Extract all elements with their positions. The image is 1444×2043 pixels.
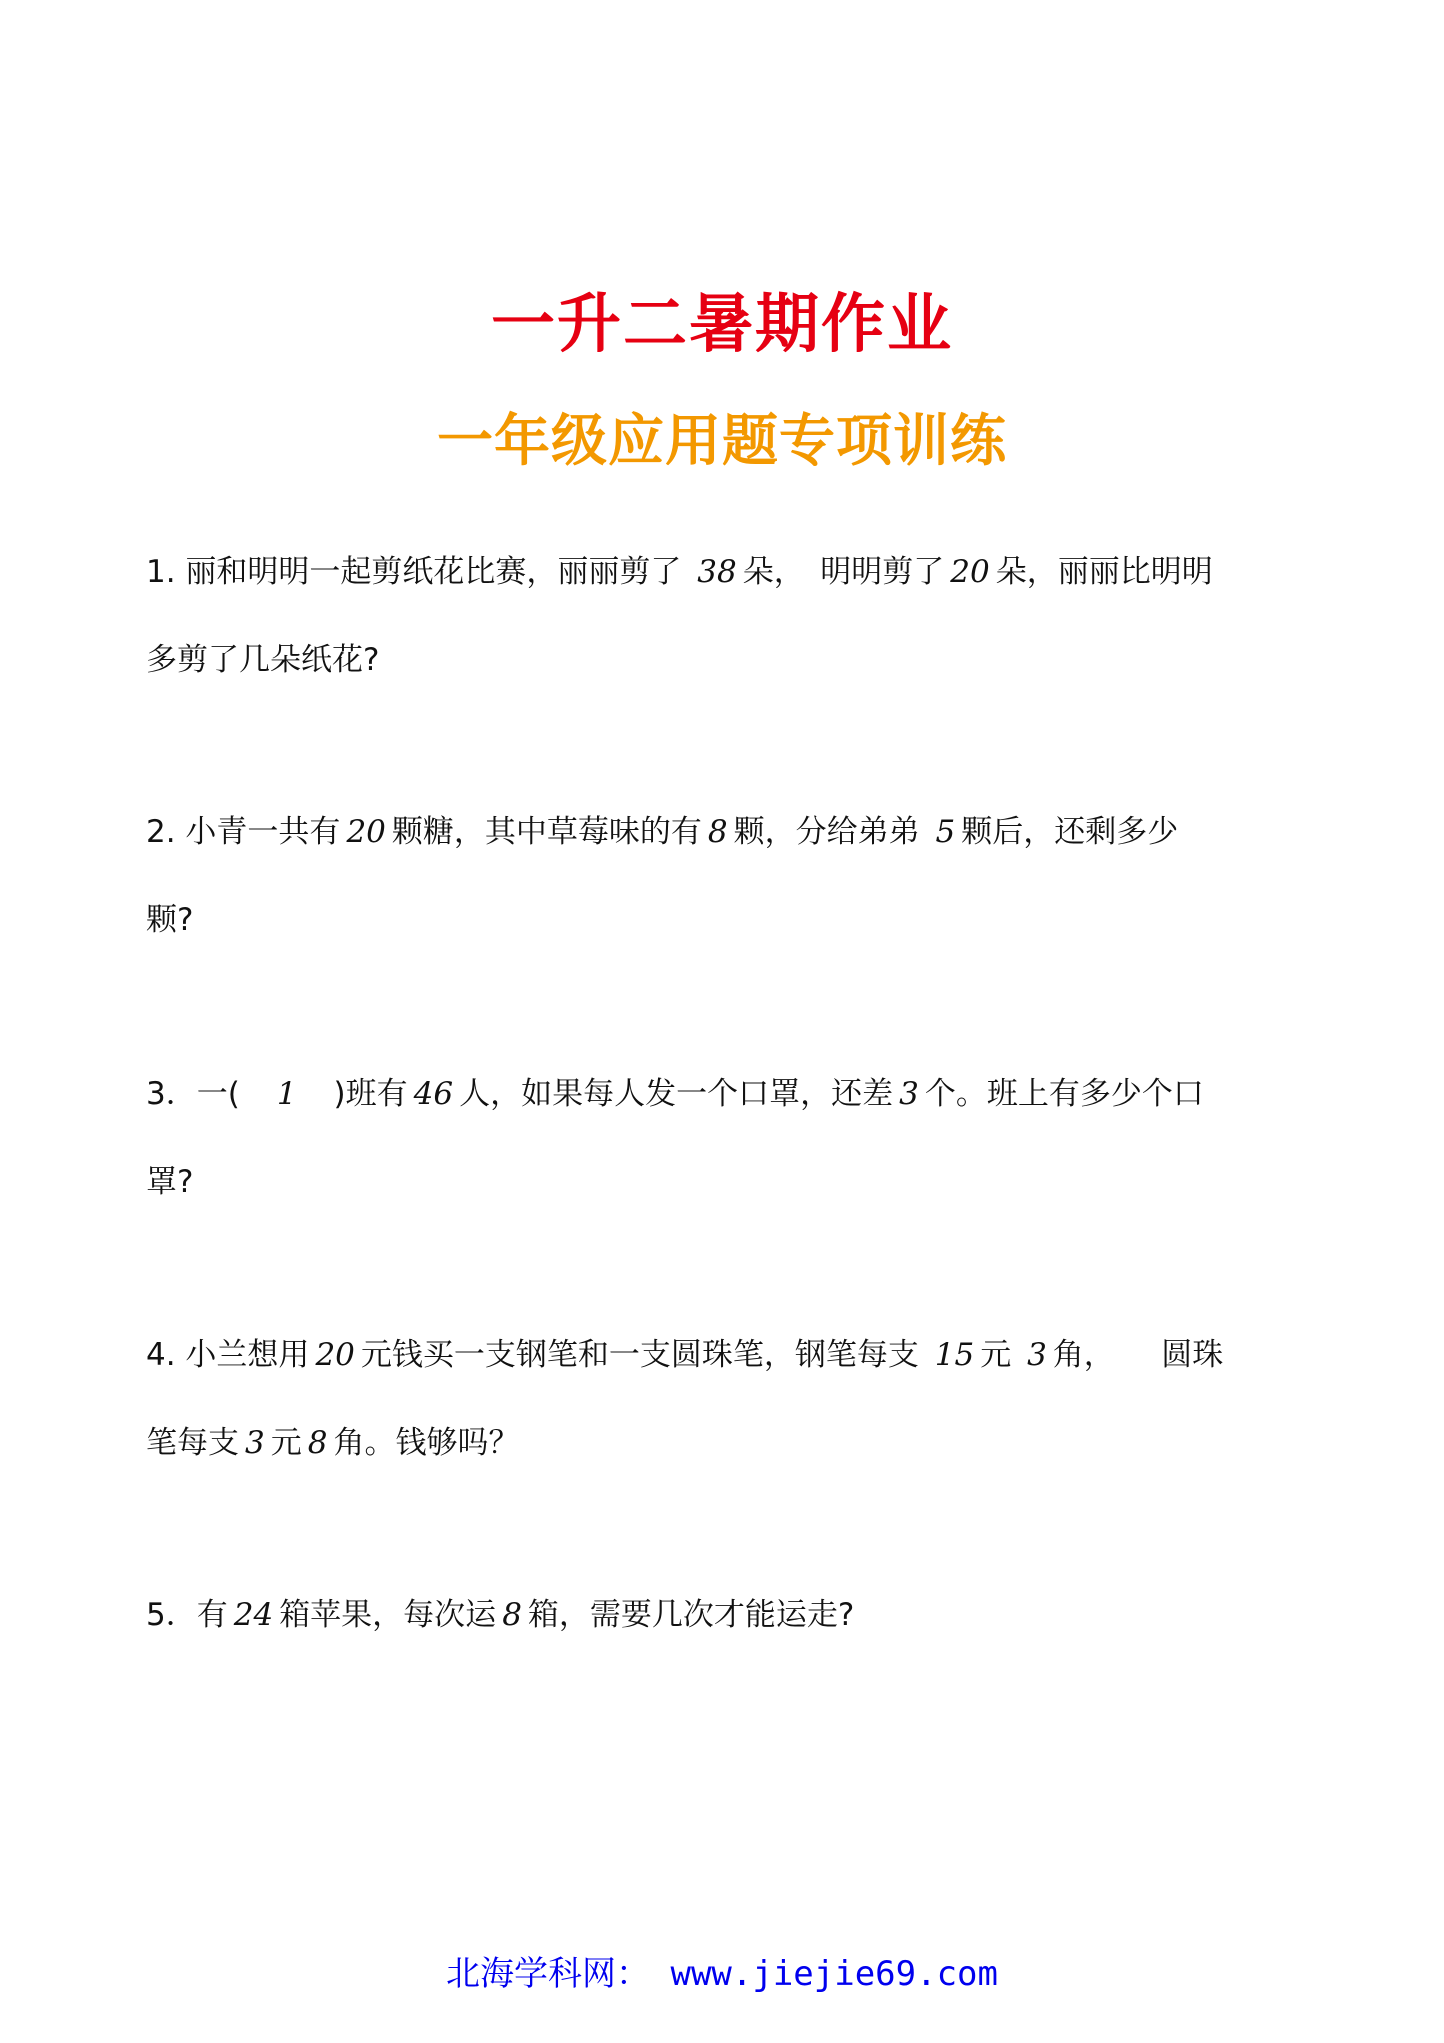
question-text: 笔每支 — [146, 1425, 239, 1461]
question-text: 颗糖，其中草莓味的有 — [391, 814, 702, 850]
question-text: 3．一( — [146, 1076, 271, 1112]
footer-watermark: 北海学科网： www.jiejie69.com — [446, 1954, 998, 1994]
question-number-value: 3 — [245, 1425, 265, 1461]
question-text: 箱，需要几次才能运走? — [527, 1597, 855, 1633]
question-text: 颗后，还剩多少 — [961, 814, 1179, 850]
question-5-line-1 — [146, 1595, 854, 1636]
question-number-value: 20 — [950, 554, 990, 590]
question-text: 颗，分给弟弟 — [733, 814, 930, 850]
question-text: 角。钱够吗？ — [333, 1425, 520, 1461]
question-text: 元 — [980, 1337, 1022, 1373]
question-text: 元 — [270, 1425, 302, 1461]
question-4-line-1 — [146, 1335, 1223, 1376]
question-4-line-2 — [146, 1423, 519, 1464]
question-text: 箱苹果，每次运 — [279, 1597, 497, 1633]
question-text: 朵， 明明剪了 — [742, 554, 945, 590]
question-3-line-1 — [146, 1074, 1204, 1115]
question-number-value: 1 — [276, 1076, 297, 1112]
question-number-value: 38 — [697, 554, 737, 590]
question-number-value: 5 — [935, 814, 956, 850]
question-number-value: 8 — [707, 814, 728, 850]
question-text: 角， 圆珠 — [1052, 1337, 1224, 1373]
question-number-value: 8 — [307, 1425, 328, 1461]
question-text: 1. 丽和明明一起剪纸花比赛，丽丽剪了 — [146, 554, 692, 590]
question-number-value: 8 — [502, 1597, 522, 1633]
question-text: 朵，丽丽比明明 — [995, 554, 1213, 590]
page-subtitle: 一年级应用题专项训练 — [437, 409, 1007, 474]
question-number-value: 20 — [346, 814, 386, 850]
question-text: 5．有 — [146, 1597, 228, 1633]
page-title: 一升二暑期作业 — [491, 288, 953, 362]
question-text: 人，如果每人发一个口罩，还差 — [459, 1076, 894, 1112]
question-text: )班有 — [302, 1076, 408, 1112]
question-2-line-2: 颗? — [146, 902, 194, 938]
question-text: 2. 小青一共有 — [146, 814, 341, 850]
question-number-value: 3 — [1027, 1337, 1047, 1373]
question-text: 个。班上有多少个口 — [924, 1076, 1204, 1112]
question-text: 元钱买一支钢笔和一支圆珠笔，钢笔每支 — [360, 1337, 929, 1373]
question-number-value: 46 — [413, 1076, 454, 1112]
question-text: 4. 小兰想用 — [146, 1337, 310, 1373]
question-number-value: 24 — [233, 1597, 274, 1633]
question-number-value: 20 — [315, 1337, 355, 1373]
question-number-value: 15 — [934, 1337, 975, 1373]
question-2-line-1 — [146, 812, 1178, 853]
question-1-line-2: 多剪了几朵纸花? — [146, 642, 380, 678]
question-number-value: 3 — [899, 1076, 919, 1112]
question-1-line-1 — [146, 552, 1213, 593]
question-3-line-2: 罩? — [146, 1164, 194, 1200]
